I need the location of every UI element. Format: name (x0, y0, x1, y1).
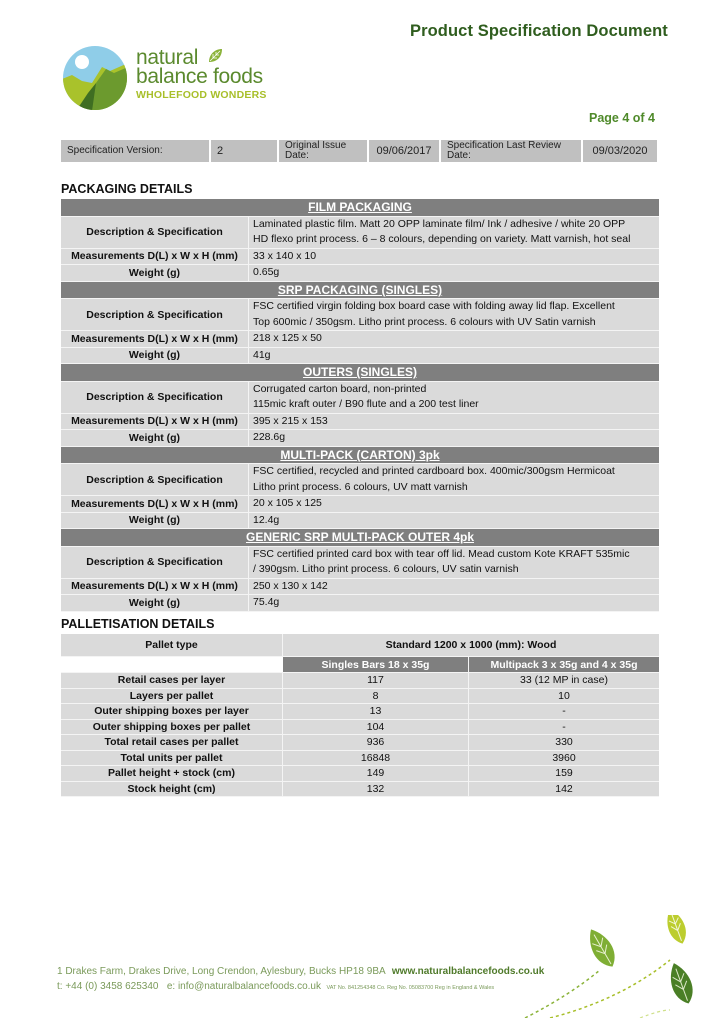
last-review-label: Specification Last Review Date: (441, 140, 581, 162)
multipack-value: - (469, 720, 659, 736)
logo-wordmark (136, 48, 267, 101)
table-row (61, 689, 659, 705)
description-value: FSC certified virgin folding box board case with folding away lid flap. Excellent Top 600mic / 350gsm. Litho print process. 6 colours with UV Satin varnish (249, 299, 659, 331)
pallet-type-value: Standard 1200 x 1000 (mm): Wood (283, 634, 659, 657)
measurements-value: 20 x 105 x 125 (249, 496, 659, 513)
table-row (61, 547, 659, 579)
table-row (61, 249, 659, 266)
last-review-date: 09/03/2020 (583, 140, 657, 162)
description-value: FSC certified, recycled and printed cardboard box. 400mic/300gsm Hermicoat Litho print process. 6 colours, UV matt varnish (249, 464, 659, 496)
singles-value: 117 (283, 673, 469, 689)
film-packaging-title: FILM PACKAGING (61, 199, 659, 217)
row-label: Weight (g) (61, 348, 249, 365)
row-label: Layers per pallet (61, 689, 283, 705)
table-row (61, 673, 659, 689)
footer-legal: VAT No. 841254348 Co. Reg No. 05083700 Reg in England & Wales (326, 985, 495, 991)
pallet-type-row (61, 634, 659, 657)
table-row (61, 735, 659, 751)
row-label: Measurements D(L) x W x H (mm) (61, 331, 249, 348)
multipack-value: 33 (12 MP in case) (469, 673, 659, 689)
table-row (61, 782, 659, 798)
table-row (61, 496, 659, 513)
table-row (61, 579, 659, 596)
singles-value: 104 (283, 720, 469, 736)
description-value: FSC certified printed card box with tear off lid. Mead custom Kote KRAFT 535mic / 390gsm. Litho print process. 6 colours, UV satin varnish (249, 547, 659, 579)
weight-value: 75.4g (249, 595, 659, 612)
multipack-value: - (469, 704, 659, 720)
palletisation-section-title: PALLETISATION DETAILS (61, 617, 215, 631)
singles-value: 16848 (283, 751, 469, 767)
table-row (61, 430, 659, 447)
decorative-leaves-icon (520, 915, 720, 1018)
column-header-multipack: Multipack 3 x 35g and 4 x 35g (469, 657, 659, 673)
multipack-value: 159 (469, 766, 659, 782)
table-row (61, 704, 659, 720)
measurements-value: 395 x 215 x 153 (249, 414, 659, 431)
row-label: Weight (g) (61, 513, 249, 530)
row-label: Weight (g) (61, 595, 249, 612)
row-label: Description & Specification (61, 217, 249, 249)
row-label: Weight (g) (61, 265, 249, 282)
row-label: Stock height (cm) (61, 782, 283, 798)
row-label: Description & Specification (61, 299, 249, 331)
original-issue-date: 09/06/2017 (369, 140, 439, 162)
column-header-singles: Singles Bars 18 x 35g (283, 657, 469, 673)
table-row (61, 720, 659, 736)
table-row (61, 464, 659, 496)
footer-email-link[interactable]: e: info@naturalbalancefoods.co.uk (166, 981, 321, 992)
palletisation-table (61, 634, 659, 797)
table-row (61, 265, 659, 282)
logo-line-2: balance foods (136, 65, 263, 88)
row-label: Retail cases per layer (61, 673, 283, 689)
row-label: Description & Specification (61, 547, 249, 579)
srp-packaging-title: SRP PACKAGING (SINGLES) (61, 282, 659, 300)
table-row (61, 751, 659, 767)
measurements-value: 250 x 130 x 142 (249, 579, 659, 596)
spec-info-row (61, 140, 659, 162)
packaging-group-header (61, 282, 659, 300)
weight-value: 41g (249, 348, 659, 365)
table-row (61, 513, 659, 530)
footer-address: 1 Drakes Farm, Drakes Drive, Long Crendon, Aylesbury, Bucks HP18 9BA (57, 966, 386, 977)
footer-website-link[interactable]: www.naturalbalancefoods.co.uk (391, 966, 545, 977)
description-value: Corrugated carton board, non-printed 115mic kraft outer / B90 flute and a 200 test liner (249, 382, 659, 414)
table-row (61, 217, 659, 249)
measurements-value: 33 x 140 x 10 (249, 249, 659, 266)
footer (57, 966, 544, 992)
weight-value: 0.65g (249, 265, 659, 282)
row-label: Description & Specification (61, 464, 249, 496)
weight-value: 12.4g (249, 513, 659, 530)
spec-version-label: Specification Version: (61, 140, 209, 162)
multipack-value: 142 (469, 782, 659, 798)
packaging-section-title: PACKAGING DETAILS (61, 182, 193, 196)
description-value: Laminated plastic film. Matt 20 OPP laminate film/ Ink / adhesive / white 20 OPP HD flexo print process. 6 – 8 colours, depending on variety. Matt varnish, hot seal (249, 217, 659, 249)
table-row (61, 348, 659, 365)
outers-title: OUTERS (SINGLES) (61, 364, 659, 382)
leaf-icon (207, 48, 223, 64)
packaging-group-header (61, 199, 659, 217)
weight-value: 228.6g (249, 430, 659, 447)
multipack-value: 330 (469, 735, 659, 751)
original-issue-label: Original Issue Date: (279, 140, 367, 162)
logo-landscape-icon (62, 45, 128, 111)
row-label: Measurements D(L) x W x H (mm) (61, 414, 249, 431)
row-label: Description & Specification (61, 382, 249, 414)
footer-phone: t: +44 (0) 3458 625340 (57, 981, 159, 992)
packaging-table (61, 199, 659, 612)
measurements-value: 218 x 125 x 50 (249, 331, 659, 348)
singles-value: 13 (283, 704, 469, 720)
table-row (61, 595, 659, 612)
page-number: Page 4 of 4 (589, 111, 655, 125)
generic-srp-outer-title: GENERIC SRP MULTI-PACK OUTER 4pk (61, 529, 659, 547)
table-row (61, 382, 659, 414)
logo-tagline: WHOLEFOOD WONDERS (136, 89, 267, 101)
table-row (61, 414, 659, 431)
packaging-group-header (61, 364, 659, 382)
multipack-value: 10 (469, 689, 659, 705)
singles-value: 8 (283, 689, 469, 705)
row-label: Measurements D(L) x W x H (mm) (61, 249, 249, 266)
spec-version-value: 2 (211, 140, 277, 162)
singles-value: 132 (283, 782, 469, 798)
multipack-carton-title: MULTI-PACK (CARTON) 3pk (61, 447, 659, 465)
row-label: Pallet height + stock (cm) (61, 766, 283, 782)
pallet-type-label: Pallet type (61, 634, 283, 657)
blank-cell (61, 657, 283, 673)
row-label: Total units per pallet (61, 751, 283, 767)
row-label: Weight (g) (61, 430, 249, 447)
table-row (61, 766, 659, 782)
table-row (61, 331, 659, 348)
row-label: Measurements D(L) x W x H (mm) (61, 496, 249, 513)
document-title: Product Specification Document (410, 22, 668, 40)
packaging-group-header (61, 447, 659, 465)
row-label: Outer shipping boxes per pallet (61, 720, 283, 736)
row-label: Total retail cases per pallet (61, 735, 283, 751)
multipack-value: 3960 (469, 751, 659, 767)
logo-line-1: natural (136, 46, 199, 69)
row-label: Outer shipping boxes per layer (61, 704, 283, 720)
row-label: Measurements D(L) x W x H (mm) (61, 579, 249, 596)
table-row (61, 299, 659, 331)
column-header-row (61, 657, 659, 673)
packaging-group-header (61, 529, 659, 547)
singles-value: 149 (283, 766, 469, 782)
singles-value: 936 (283, 735, 469, 751)
